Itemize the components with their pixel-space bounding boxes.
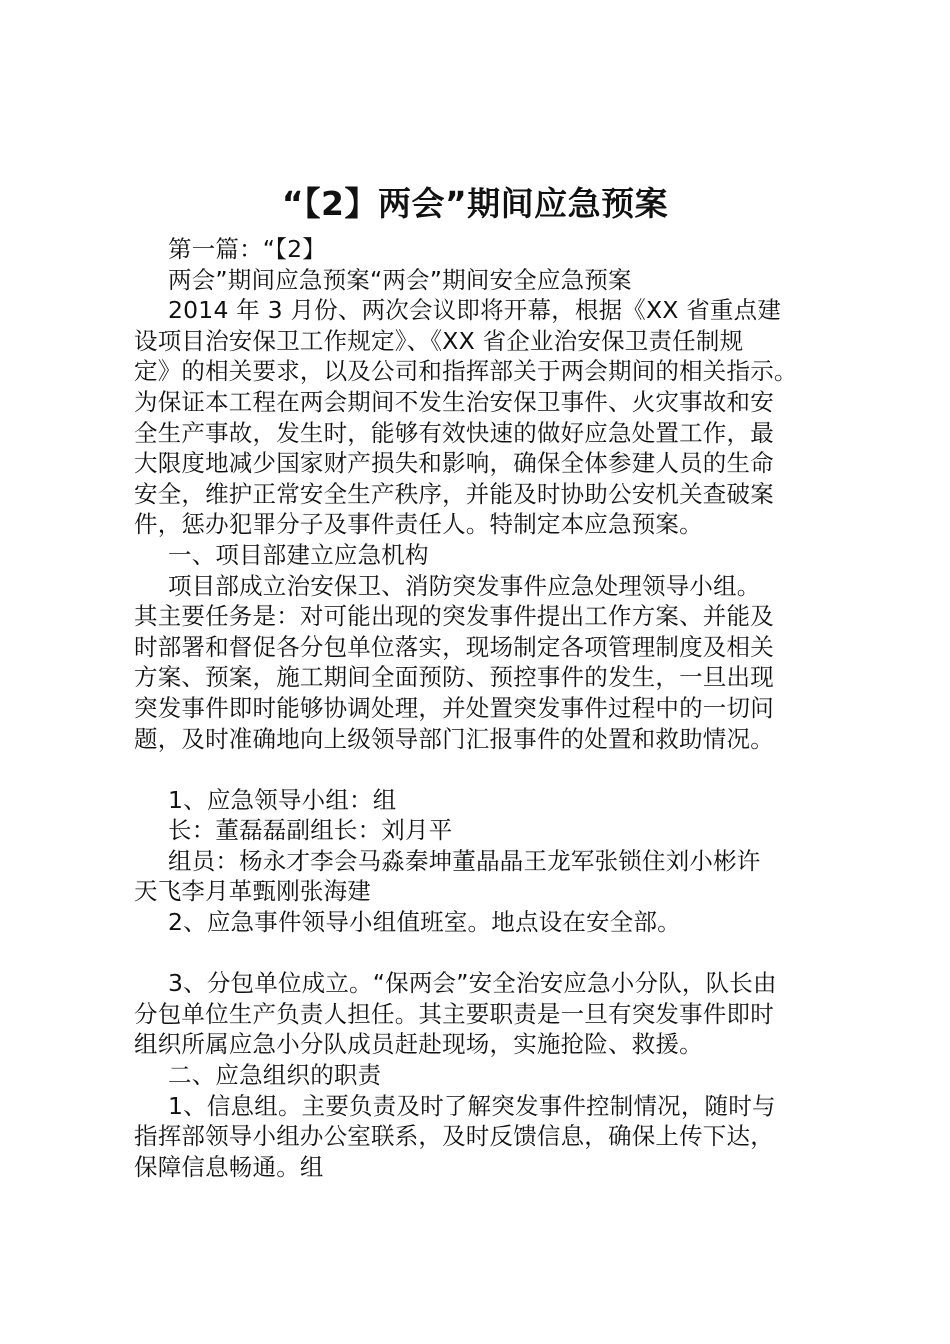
text-line: 1、信息组。主要负责及时了解突发事件控制情况，随时与: [168, 1091, 776, 1120]
text-line: 题，及时准确地向上级领导部门汇报事件的处置和救助情况。: [134, 724, 774, 753]
text-line: 第一篇：“【2】: [168, 235, 326, 263]
text-line: 3、分包单位成立。“保两会”安全治安应急小分队，队长由: [168, 969, 777, 998]
text-line: 方案、预案，施工期间全面预防、预控事件的发生，一旦出现: [134, 663, 774, 692]
text-line: 组织所属应急小分队成员赶赴现场，实施抢险、救援。: [134, 1030, 703, 1059]
text-line: 为保证本工程在两会期间不发生治安保卫事件、火灾事故和安: [134, 387, 774, 416]
text-line: 指挥部领导小组办公室联系，及时反馈信息，确保上传下达，: [134, 1122, 774, 1151]
text-line: 件，惩办犯罪分子及事件责任人。特制定本应急预案。: [134, 510, 703, 539]
text-line: 两会”期间应急预案“两会”期间安全应急预案: [168, 265, 632, 294]
text-line: 长：董磊磊副组长：刘月平: [168, 816, 453, 845]
text-line: 大限度地减少国家财产损失和影响，确保全体参建人员的生命: [134, 449, 774, 478]
text-line: 项目部成立治安保卫、消防突发事件应急处理领导小组。: [168, 571, 761, 600]
document-title: “【2】两会”期间应急预案: [281, 184, 669, 223]
text-line: 2、应急事件领导小组值班室。地点设在安全部。: [168, 908, 681, 937]
text-line: 定》的相关要求，以及公司和指挥部关于两会期间的相关指示。: [134, 357, 798, 386]
section-heading: 二、应急组织的职责: [168, 1061, 382, 1090]
section-heading: 一、项目部建立应急机构: [168, 540, 429, 569]
text-line: 天飞李月革甄刚张海建: [134, 877, 371, 906]
blank-line: [134, 754, 854, 785]
text-line: 1、应急领导小组：组: [168, 785, 397, 814]
text-line: 全生产事故，发生时，能够有效快速的做好应急处置工作，最: [134, 418, 774, 447]
text-line: 突发事件即时能够协调处理，并处置突发事件过程中的一切问: [134, 693, 774, 722]
text-line: 时部署和督促各分包单位落实，现场制定各项管理制度及相关: [134, 632, 774, 661]
text-line: 分包单位生产负责人担任。其主要职责是一旦有突发事件即时: [134, 999, 774, 1028]
text-line: 其主要任务是：对可能出现的突发事件提出工作方案、并能及: [134, 602, 774, 631]
text-line: 保障信息畅通。组: [134, 1152, 324, 1181]
text-line: 安全，维护正常安全生产秩序，并能及时协助公安机关查破案: [134, 479, 774, 508]
blank-line: [134, 938, 854, 969]
document-body: [134, 234, 854, 1182]
text-line: 设项目治安保卫工作规定》、《XX 省企业治安保卫责任制规: [134, 326, 744, 355]
text-line: 2014 年 3 月份、两次会议即将开幕，根据《XX 省重点建: [168, 296, 782, 325]
text-line: 组员：杨永才李会马淼秦坤董晶晶王龙军张锁住刘小彬许: [168, 846, 761, 875]
